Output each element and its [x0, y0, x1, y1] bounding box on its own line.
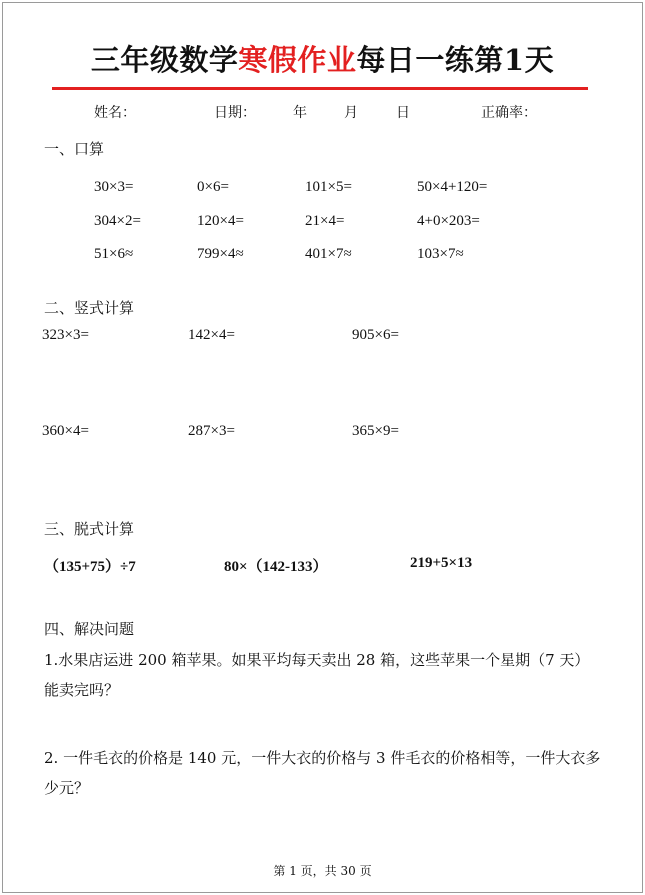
oral-item: 21×4=: [305, 213, 345, 229]
title-highlight: 寒假作业: [238, 43, 357, 77]
vertical-item: 365×9=: [352, 423, 399, 439]
year-label: 年: [293, 105, 307, 121]
date-label: 日期：: [214, 105, 256, 121]
section-problems-heading: 四、解决问题: [44, 620, 135, 638]
title-part2: 每日一练第1天: [356, 43, 555, 77]
stepwise-item: 80×（142-133）: [224, 559, 328, 575]
name-label: 姓名：: [94, 105, 136, 121]
title-part1: 三年级数学: [90, 43, 239, 77]
oral-item: 101×5=: [305, 179, 352, 195]
month-label: 月: [344, 105, 358, 121]
oral-item: 401×7≈: [305, 246, 352, 262]
oral-item: 51×6≈: [94, 246, 134, 262]
problem-1: 1.水果店运进 200 箱苹果。如果平均每天卖出 28 箱，这些苹果一个星期（7 天）能卖完吗？: [44, 651, 590, 699]
oral-item: 4+0×203=: [417, 213, 480, 229]
oral-item: 120×4=: [197, 213, 244, 229]
section-vertical-heading: 二、竖式计算: [44, 299, 135, 317]
vertical-item: 905×6=: [352, 327, 399, 343]
title-underline: [52, 87, 588, 90]
section-oral-heading: 一、口算: [44, 140, 105, 158]
section-stepwise-heading: 三、脱式计算: [44, 520, 135, 538]
stepwise-item: 219+5×13: [410, 555, 473, 571]
page-footer: 第 1 页，共 30 页: [273, 864, 372, 878]
page-title: [0, 38, 645, 79]
oral-item: 50×4+120=: [417, 179, 488, 195]
vertical-item: 323×3=: [42, 327, 89, 343]
oral-item: 30×3=: [94, 179, 134, 195]
oral-item: 799×4≈: [197, 246, 244, 262]
oral-item: 103×7≈: [417, 246, 464, 262]
problem-2: 2. 一件毛衣的价格是 140 元，一件大衣的价格与 3 件毛衣的价格相等，一件大衣多少元？: [44, 749, 601, 797]
accuracy-label: 正确率：: [481, 105, 537, 121]
stepwise-item: （135+75）÷7: [44, 559, 136, 575]
day-label: 日: [396, 105, 410, 121]
oral-item: 0×6=: [197, 179, 229, 195]
vertical-item: 360×4=: [42, 423, 89, 439]
vertical-item: 142×4=: [188, 327, 235, 343]
vertical-item: 287×3=: [188, 423, 235, 439]
oral-item: 304×2=: [94, 213, 141, 229]
